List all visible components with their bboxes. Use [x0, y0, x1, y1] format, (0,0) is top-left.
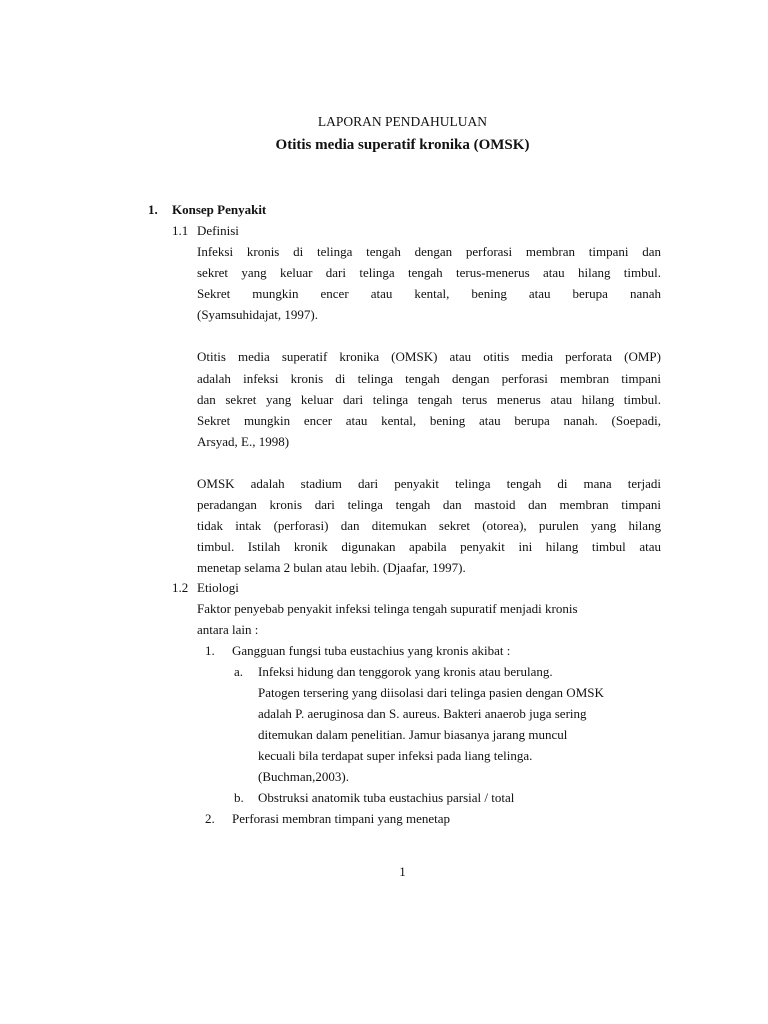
- paragraph-line: OMSK adalah stadium dari penyakit telinga tengah di mana terjadi: [197, 476, 661, 491]
- sublist-item-text: kecuali bila terdapat super infeksi pada liang telinga.: [258, 748, 533, 763]
- paragraph-line: Sekret mungkin encer atau kental, bening atau berupa nanah: [197, 286, 661, 301]
- paragraph-line: (Syamsuhidajat, 1997).: [197, 307, 318, 322]
- document-title: LAPORAN PENDAHULUAN: [317, 114, 488, 129]
- section-title: Konsep Penyakit: [172, 202, 267, 217]
- paragraph-line: Sekret mungkin encer atau kental, bening atau berupa nanah. (Soepadi,: [197, 413, 661, 428]
- page-number: 1: [399, 864, 406, 879]
- paragraph-line: dan sekret yang keluar dari telinga tengah terus menerus atau hilang timbul.: [197, 392, 661, 407]
- list-item-text: Perforasi membran timpani yang menetap: [232, 811, 451, 826]
- paragraph-line: Arsyad, E., 1998): [197, 434, 290, 449]
- subsection-number: 1.2: [172, 580, 189, 595]
- paragraph-line: adalah infeksi kronis di telinga tengah dengan perforasi membran timpani: [197, 371, 661, 386]
- sublist-item-text: Infeksi hidung dan tenggorok yang kronis atau berulang.: [258, 664, 553, 679]
- list-item-number: 2.: [205, 811, 215, 826]
- sublist-item-text: (Buchman,2003).: [258, 769, 349, 784]
- paragraph-line: tidak intak (perforasi) dan ditemukan sekret (otorea), purulen yang hilang: [197, 518, 661, 533]
- subsection-title: Definisi: [197, 223, 239, 238]
- sublist-item-text: adalah P. aeruginosa dan S. aureus. Bakteri anaerob juga sering: [258, 706, 587, 721]
- paragraph-line: Infeksi kronis di telinga tengah dengan perforasi membran timpani dan: [197, 244, 661, 259]
- paragraph-line: timbul. Istilah kronik digunakan apabila penyakit ini hilang timbul atau: [197, 539, 661, 554]
- sublist-item-text: Obstruksi anatomik tuba eustachius parsial / total: [258, 790, 515, 805]
- subsection-title: Etiologi: [197, 580, 239, 595]
- sublist-item-text: ditemukan dalam penelitian. Jamur biasanya jarang muncul: [258, 727, 568, 742]
- document-subtitle: Otitis media superatif kronika (OMSK): [275, 137, 530, 153]
- sublist-item-label: a.: [234, 664, 244, 679]
- paragraph-line: menetap selama 2 bulan atau lebih. (Djaafar, 1997).: [197, 560, 466, 575]
- list-item-number: 1.: [205, 643, 215, 658]
- section-number: 1.: [148, 202, 158, 217]
- paragraph-line: peradangan kronis dari telinga tengah dan mastoid dan membran timpani: [197, 497, 661, 512]
- paragraph-line: Faktor penyebab penyakit infeksi telinga tengah supuratif menjadi kronis: [197, 601, 578, 616]
- sublist-item-label: b.: [234, 790, 244, 805]
- paragraph-line: Otitis media superatif kronika (OMSK) atau otitis media perforata (OMP): [197, 349, 661, 364]
- paragraph-line: antara lain :: [197, 622, 259, 637]
- list-item-text: Gangguan fungsi tuba eustachius yang kronis akibat :: [232, 643, 511, 658]
- sublist-item-text: Patogen tersering yang diisolasi dari telinga pasien dengan OMSK: [258, 685, 604, 700]
- paragraph-line: sekret yang keluar dari telinga tengah terus-menerus atau hilang timbul.: [197, 265, 661, 280]
- subsection-number: 1.1: [172, 223, 189, 238]
